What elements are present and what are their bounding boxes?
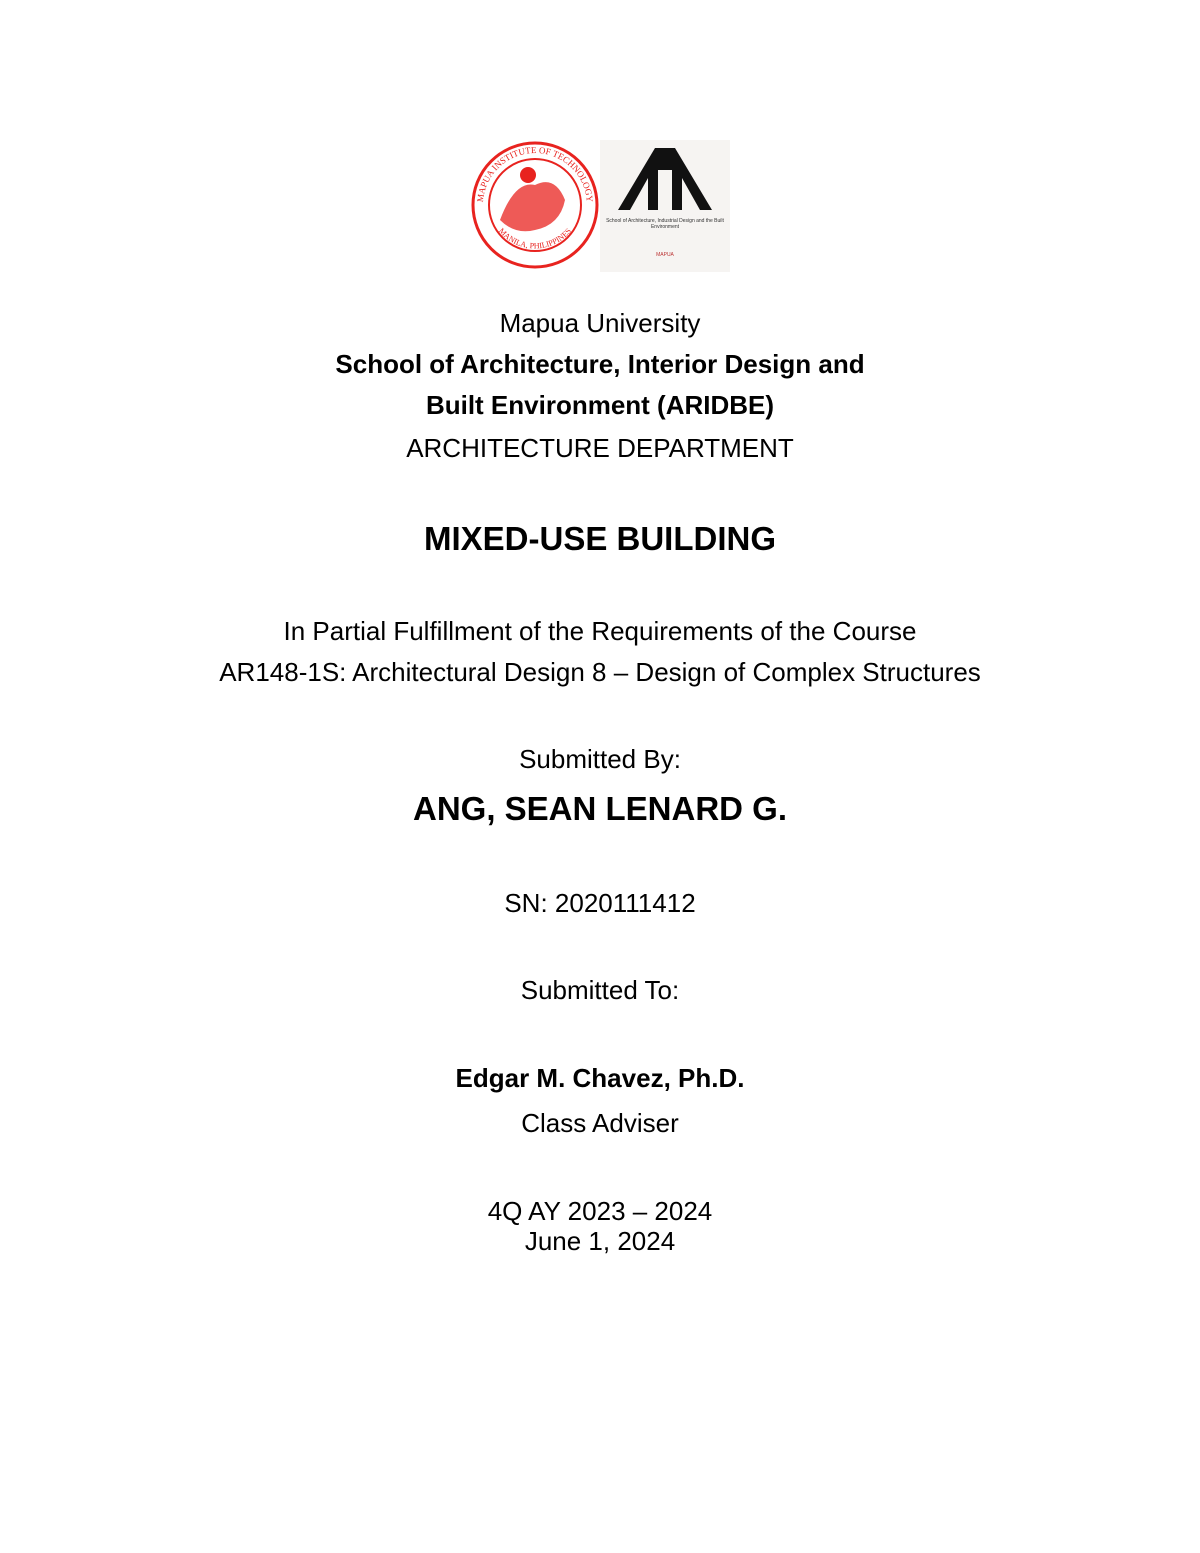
mapua-seal-logo: [470, 140, 600, 270]
student-number: SN: 2020111412: [504, 888, 696, 918]
submitted-to-label: Submitted To:: [520, 975, 680, 1005]
aridbe-logo: [600, 140, 730, 272]
fulfillment-line2: AR148-1S: Architectural Design 8 – Design of Complex Structures: [219, 657, 981, 687]
department: ARCHITECTURE DEPARTMENT: [406, 433, 794, 463]
logos: [470, 140, 732, 272]
school-name-line2: Built Environment (ARIDBE): [425, 390, 775, 420]
svg-text:MANILA, PHILIPPINES: MANILA, PHILIPPINES: [496, 226, 573, 251]
fulfillment-line1: In Partial Fulfillment of the Requirements of the Course: [283, 616, 917, 646]
school-name-line1: School of Architecture, Interior Design and: [335, 349, 865, 379]
adviser-name: Edgar M. Chavez, Ph.D.: [455, 1063, 745, 1093]
university-name: Mapua University: [499, 308, 701, 338]
submission-date: June 1, 2024: [524, 1226, 676, 1256]
submitted-by-label: Submitted By:: [519, 744, 681, 774]
academic-term: 4Q AY 2023 – 2024: [487, 1196, 713, 1226]
aridbe-logo-sub: MAPUA: [656, 252, 674, 258]
svg-text:MAPUA INSTITUTE OF TECHNOLOGY: MAPUA INSTITUTE OF TECHNOLOGY: [474, 144, 595, 203]
adviser-role: Class Adviser: [521, 1108, 679, 1138]
document-title: MIXED-USE BUILDING: [423, 520, 776, 557]
aridbe-logo-text: School of Architecture, Industrial Design and the Built Environment: [606, 218, 724, 230]
student-name: ANG, SEAN LENARD G.: [412, 790, 788, 827]
aa-mark-icon: [600, 140, 730, 220]
